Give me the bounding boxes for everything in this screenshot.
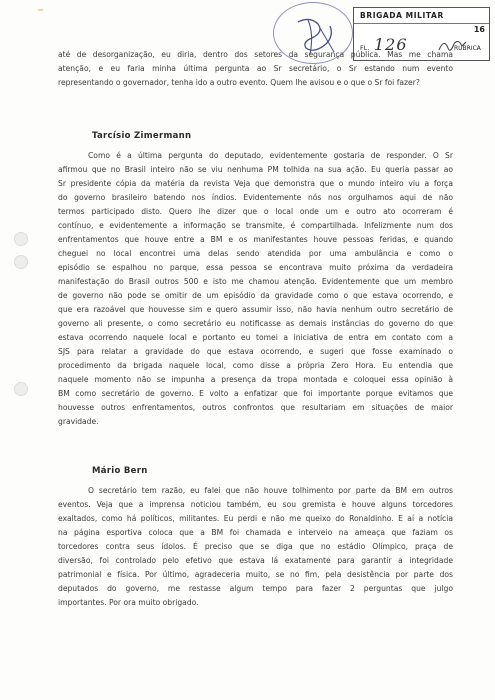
paragraph-opening (58, 48, 453, 90)
text-line: afirmou que no Brasil inteiro não se viu nenhuma PM tolhida na sua ação. Eu queria passar ao (58, 165, 453, 174)
text-line: representando o governador, tenha ido a outro evento. Quem lhe avisou e o que o Sr foi fazer? (58, 78, 420, 87)
text-line: O secretário tem razão, eu falei que não houve tolhimento por parte da BM em outros (88, 486, 453, 495)
speaker-name: Mário Bern (92, 466, 148, 476)
text-line: enfrentamentos que houve entre a BM e os manifestantes houve pessoas feridas, e quando (58, 235, 453, 244)
text-line: de governo não pode se omitir de um episódio da gravidade como o que estava ocorrendo, e (58, 291, 453, 300)
paragraph-mario (58, 484, 453, 610)
text-line: importantes. Por ora muito obrigado. (58, 598, 199, 607)
punch-hole (14, 232, 28, 246)
folio-divider (354, 23, 489, 24)
text-line: houvesse outros enfrentamentos, outros confrontos que resultariam em situações de maior (58, 403, 453, 412)
text-line: naquele momento não se impunha a presença da tropa montada e coloquei essa opinião à (58, 375, 453, 384)
folio-number: 16 (473, 25, 485, 34)
text-line: do governo brasileiro batendo nos índios. Evidentemente nós nos orgulhamos aqui de não (58, 193, 453, 202)
folio-fl-label: FL. (360, 44, 370, 52)
text-line: procedimento da brigada naquele local, como disse a própria Zero Hora. Eu entendia que (58, 361, 453, 370)
text-line: Como é a última pergunta do deputado, evidentemente gostaria de responder. O Sr (88, 151, 453, 160)
text-line: que era razoável que houvesse sim e quero assumir isso, não havia nenhum outro secretário de (58, 305, 453, 314)
text-line: cheguei no local encontrei uma delas sendo atendida por uma ambulância e como o (58, 249, 453, 258)
text-line: gravidade. (58, 417, 99, 426)
folio-org: BRIGADA MILITAR (360, 11, 444, 20)
text-line: patrimonial e física. Por último, agradeceria muito, se no fim, pela desistência por parte dos (58, 570, 453, 579)
text-line: na página esportiva coloca que a BM foi chamada e interveio na ameaça que faziam os (58, 528, 453, 537)
text-line: estava ocorrendo naquele local e portanto eu tomei a iniciativa de entra em contato com a (58, 333, 453, 342)
text-line: eventos. Veja que a imprensa noticiou também, eu sou gremista e houve alguns torcedores (58, 500, 453, 509)
text-line: SJS para relatar a gravidade do que estava ocorrendo, e sugeri que fosse examinado o (58, 347, 453, 356)
punch-hole (14, 382, 28, 396)
corner-mark (38, 9, 43, 11)
text-line: diversão, foi controlado pelo efetivo que estava lá exatamente para garantir a integridade (58, 556, 453, 565)
text-line: deputados do governo, me restasse algum tempo para fazer 2 perguntas que julgo (58, 584, 453, 593)
text-line: contínuo, e evidentemente a informação se transmite, é compartilhada. Infelizmente num dos (58, 221, 453, 230)
text-line: manifestação do Brasil outros 500 e isto me chamou atenção. Evidentemente que um membro (58, 277, 453, 286)
folio-fl-value: 126 (374, 35, 408, 54)
text-line: episódio se espalhou no parque, essa pessoa se encontrava muito próxima da verdadeira (58, 263, 453, 272)
text-line: atenção, e eu faria minha última pergunta ao Sr secretário, o Sr estando num evento (58, 64, 453, 73)
text-line: governo ali presente, o como secretário eu notificasse as demais instâncias do governo do que (58, 319, 453, 328)
paragraph-tarcisio (58, 149, 453, 429)
text-line: torcedores contra seus ídolos. É preciso que se diga que no estádio Olímpico, praça de (58, 542, 453, 551)
text-line: Sr presidente cópia da matéria da revista Veja que demonstra que o mundo inteiro viu a força (58, 179, 453, 188)
text-line: BM como secretário de governo. E volto a enfatizar que foi importante porque evitamos que (58, 389, 453, 398)
text-line: exaltados, como há políticos, militantes. Eu perdi e não me queixo do Ronaldinho. E aí a notícia (58, 514, 453, 523)
punch-hole (14, 255, 28, 269)
text-line: até de desorganização, eu diria, dentro dos setores da segurança pública. Mas me chama (58, 50, 453, 59)
speaker-name: Tarcísio Zimermann (92, 131, 192, 141)
text-line: termos participado disto. Quero lhe dizer que o local onde um e outro ato ocorreram é (58, 207, 453, 216)
folio-rubrica-label: RUBRICA (454, 45, 481, 52)
